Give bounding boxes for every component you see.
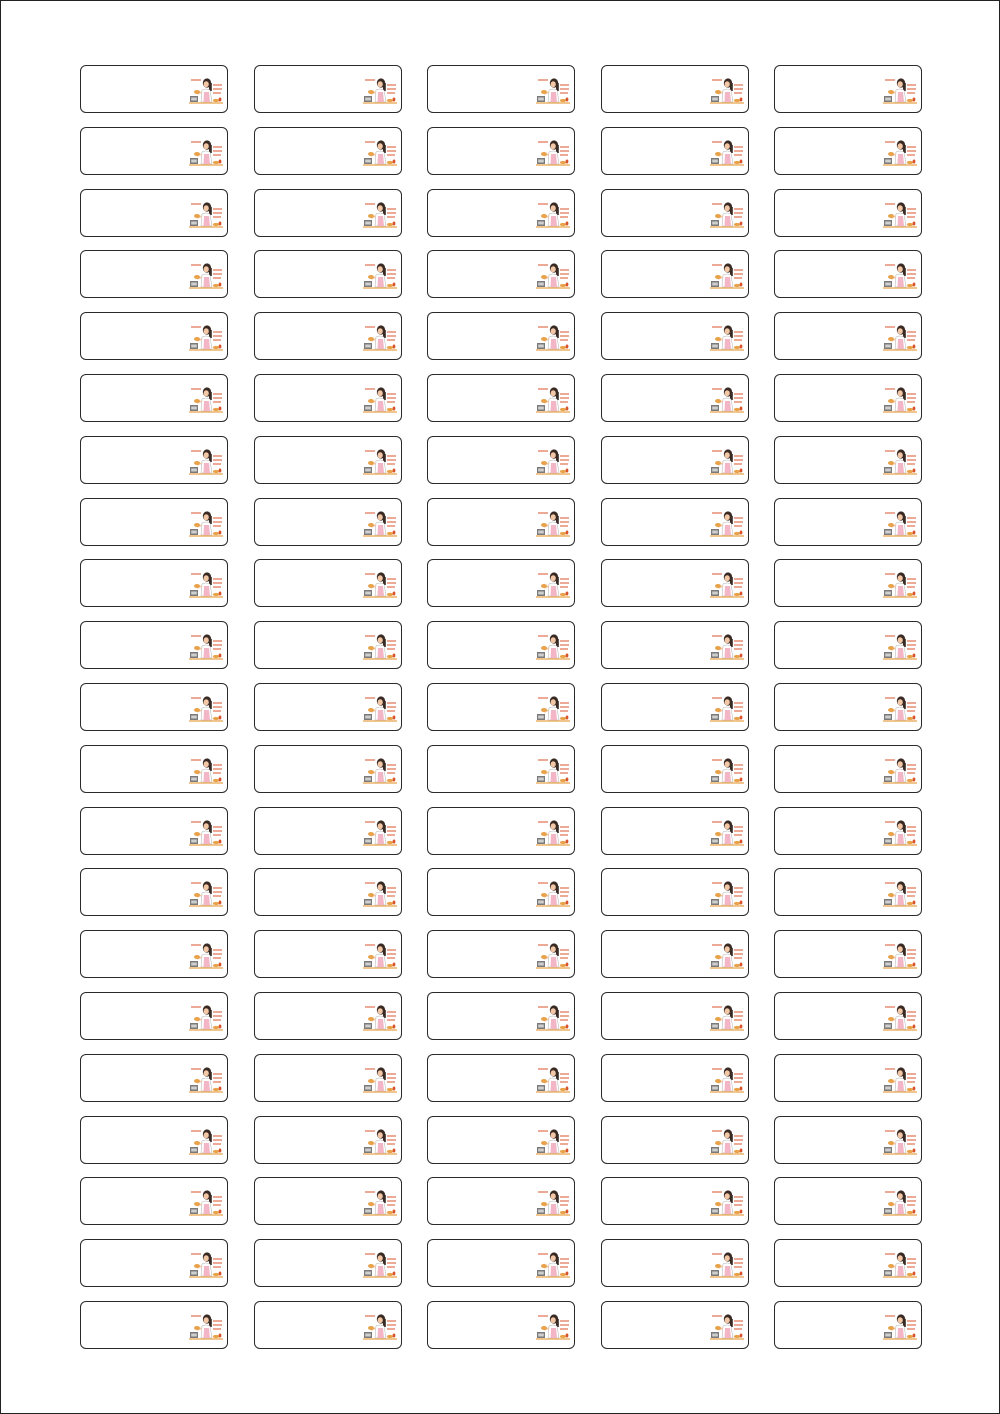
chef-woman-cooking-icon	[710, 571, 744, 601]
chef-woman-cooking-icon	[363, 1128, 397, 1158]
chef-woman-cooking-icon	[710, 1313, 744, 1343]
label-cell	[254, 868, 402, 916]
label-cell	[601, 745, 749, 793]
label-cell	[80, 745, 228, 793]
chef-woman-cooking-icon	[536, 448, 570, 478]
label-cell	[254, 312, 402, 360]
chef-woman-cooking-icon	[883, 448, 917, 478]
label-cell	[601, 1054, 749, 1102]
label-cell	[427, 868, 575, 916]
chef-woman-cooking-icon	[189, 510, 223, 540]
chef-woman-cooking-icon	[710, 386, 744, 416]
label-cell	[80, 992, 228, 1040]
label-cell	[80, 1054, 228, 1102]
chef-woman-cooking-icon	[189, 695, 223, 725]
chef-woman-cooking-icon	[883, 77, 917, 107]
label-cell	[601, 868, 749, 916]
label-cell	[427, 745, 575, 793]
label-cell	[601, 189, 749, 237]
chef-woman-cooking-icon	[883, 571, 917, 601]
chef-woman-cooking-icon	[363, 262, 397, 292]
label-cell	[774, 930, 922, 978]
label-cell	[774, 745, 922, 793]
label-cell	[774, 1177, 922, 1225]
label-cell	[774, 1239, 922, 1287]
chef-woman-cooking-icon	[363, 942, 397, 972]
label-cell	[254, 498, 402, 546]
chef-woman-cooking-icon	[189, 633, 223, 663]
label-cell	[80, 1177, 228, 1225]
chef-woman-cooking-icon	[710, 819, 744, 849]
label-cell	[80, 621, 228, 669]
chef-woman-cooking-icon	[536, 201, 570, 231]
chef-woman-cooking-icon	[883, 139, 917, 169]
chef-woman-cooking-icon	[189, 77, 223, 107]
chef-woman-cooking-icon	[883, 510, 917, 540]
chef-woman-cooking-icon	[189, 139, 223, 169]
label-cell	[80, 498, 228, 546]
chef-woman-cooking-icon	[189, 757, 223, 787]
chef-woman-cooking-icon	[710, 201, 744, 231]
chef-woman-cooking-icon	[883, 324, 917, 354]
label-cell	[601, 1239, 749, 1287]
chef-woman-cooking-icon	[883, 942, 917, 972]
label-cell	[601, 930, 749, 978]
label-cell	[427, 498, 575, 546]
chef-woman-cooking-icon	[883, 1251, 917, 1281]
label-cell	[601, 683, 749, 731]
chef-woman-cooking-icon	[883, 757, 917, 787]
label-cell	[427, 1239, 575, 1287]
label-cell	[80, 1301, 228, 1349]
chef-woman-cooking-icon	[536, 571, 570, 601]
label-cell	[601, 992, 749, 1040]
label-cell	[254, 127, 402, 175]
chef-woman-cooking-icon	[710, 510, 744, 540]
chef-woman-cooking-icon	[883, 1004, 917, 1034]
chef-woman-cooking-icon	[363, 695, 397, 725]
label-cell	[254, 1301, 402, 1349]
label-cell	[254, 1116, 402, 1164]
chef-woman-cooking-icon	[189, 942, 223, 972]
label-cell	[774, 189, 922, 237]
label-cell	[774, 559, 922, 607]
label-cell	[427, 621, 575, 669]
label-cell	[254, 436, 402, 484]
label-cell	[774, 498, 922, 546]
label-cell	[427, 930, 575, 978]
label-cell	[774, 312, 922, 360]
label-cell	[774, 250, 922, 298]
chef-woman-cooking-icon	[710, 757, 744, 787]
label-cell	[427, 436, 575, 484]
label-cell	[254, 745, 402, 793]
chef-woman-cooking-icon	[883, 386, 917, 416]
label-cell	[254, 1054, 402, 1102]
label-cell	[80, 683, 228, 731]
label-cell	[80, 868, 228, 916]
chef-woman-cooking-icon	[883, 880, 917, 910]
label-cell	[254, 65, 402, 113]
label-cell	[774, 868, 922, 916]
label-cell	[254, 1177, 402, 1225]
chef-woman-cooking-icon	[189, 819, 223, 849]
label-cell	[601, 498, 749, 546]
chef-woman-cooking-icon	[363, 880, 397, 910]
chef-woman-cooking-icon	[363, 1313, 397, 1343]
label-cell	[80, 1116, 228, 1164]
chef-woman-cooking-icon	[536, 819, 570, 849]
chef-woman-cooking-icon	[710, 1189, 744, 1219]
chef-woman-cooking-icon	[883, 1066, 917, 1096]
label-cell	[601, 1301, 749, 1349]
chef-woman-cooking-icon	[536, 386, 570, 416]
chef-woman-cooking-icon	[363, 1066, 397, 1096]
chef-woman-cooking-icon	[536, 1004, 570, 1034]
label-cell	[254, 250, 402, 298]
chef-woman-cooking-icon	[363, 510, 397, 540]
chef-woman-cooking-icon	[189, 1128, 223, 1158]
chef-woman-cooking-icon	[710, 1004, 744, 1034]
label-cell	[80, 374, 228, 422]
label-cell	[601, 65, 749, 113]
chef-woman-cooking-icon	[536, 633, 570, 663]
label-cell	[601, 559, 749, 607]
label-cell	[427, 189, 575, 237]
chef-woman-cooking-icon	[536, 942, 570, 972]
chef-woman-cooking-icon	[883, 1189, 917, 1219]
label-cell	[427, 683, 575, 731]
chef-woman-cooking-icon	[536, 1189, 570, 1219]
chef-woman-cooking-icon	[363, 1251, 397, 1281]
chef-woman-cooking-icon	[363, 386, 397, 416]
label-cell	[774, 992, 922, 1040]
label-cell	[427, 1116, 575, 1164]
chef-woman-cooking-icon	[710, 448, 744, 478]
chef-woman-cooking-icon	[710, 77, 744, 107]
chef-woman-cooking-icon	[363, 757, 397, 787]
chef-woman-cooking-icon	[536, 262, 570, 292]
label-cell	[254, 559, 402, 607]
chef-woman-cooking-icon	[536, 1128, 570, 1158]
label-cell	[601, 127, 749, 175]
label-cell	[601, 621, 749, 669]
chef-woman-cooking-icon	[883, 1313, 917, 1343]
chef-woman-cooking-icon	[363, 201, 397, 231]
label-cell	[601, 1177, 749, 1225]
label-cell	[601, 312, 749, 360]
label-cell	[80, 127, 228, 175]
label-grid	[80, 65, 922, 1349]
label-cell	[427, 1177, 575, 1225]
chef-woman-cooking-icon	[710, 1251, 744, 1281]
chef-woman-cooking-icon	[363, 633, 397, 663]
label-cell	[774, 436, 922, 484]
chef-woman-cooking-icon	[189, 1066, 223, 1096]
label-cell	[774, 127, 922, 175]
chef-woman-cooking-icon	[883, 633, 917, 663]
chef-woman-cooking-icon	[189, 386, 223, 416]
label-cell	[427, 312, 575, 360]
chef-woman-cooking-icon	[536, 880, 570, 910]
label-cell	[774, 374, 922, 422]
chef-woman-cooking-icon	[536, 77, 570, 107]
label-cell	[427, 65, 575, 113]
chef-woman-cooking-icon	[883, 1128, 917, 1158]
label-cell	[774, 621, 922, 669]
chef-woman-cooking-icon	[536, 695, 570, 725]
chef-woman-cooking-icon	[883, 262, 917, 292]
chef-woman-cooking-icon	[189, 201, 223, 231]
label-cell	[254, 992, 402, 1040]
label-cell	[427, 1301, 575, 1349]
label-cell	[774, 1301, 922, 1349]
label-cell	[601, 436, 749, 484]
label-cell	[80, 930, 228, 978]
label-cell	[80, 189, 228, 237]
label-cell	[774, 807, 922, 855]
chef-woman-cooking-icon	[536, 324, 570, 354]
chef-woman-cooking-icon	[363, 139, 397, 169]
label-cell	[774, 65, 922, 113]
chef-woman-cooking-icon	[536, 1251, 570, 1281]
chef-woman-cooking-icon	[189, 324, 223, 354]
chef-woman-cooking-icon	[189, 880, 223, 910]
label-cell	[80, 559, 228, 607]
chef-woman-cooking-icon	[189, 448, 223, 478]
label-cell	[80, 312, 228, 360]
chef-woman-cooking-icon	[189, 571, 223, 601]
chef-woman-cooking-icon	[710, 139, 744, 169]
label-cell	[80, 436, 228, 484]
chef-woman-cooking-icon	[363, 448, 397, 478]
label-cell	[254, 189, 402, 237]
chef-woman-cooking-icon	[536, 757, 570, 787]
chef-woman-cooking-icon	[883, 819, 917, 849]
label-cell	[427, 992, 575, 1040]
chef-woman-cooking-icon	[710, 1128, 744, 1158]
label-cell	[254, 683, 402, 731]
label-cell	[427, 250, 575, 298]
chef-woman-cooking-icon	[536, 510, 570, 540]
label-cell	[80, 1239, 228, 1287]
chef-woman-cooking-icon	[363, 324, 397, 354]
chef-woman-cooking-icon	[883, 201, 917, 231]
label-cell	[774, 683, 922, 731]
label-cell	[427, 559, 575, 607]
chef-woman-cooking-icon	[363, 77, 397, 107]
chef-woman-cooking-icon	[189, 1313, 223, 1343]
chef-woman-cooking-icon	[710, 633, 744, 663]
chef-woman-cooking-icon	[536, 1313, 570, 1343]
chef-woman-cooking-icon	[189, 1251, 223, 1281]
chef-woman-cooking-icon	[189, 262, 223, 292]
chef-woman-cooking-icon	[189, 1004, 223, 1034]
label-cell	[427, 1054, 575, 1102]
chef-woman-cooking-icon	[536, 1066, 570, 1096]
chef-woman-cooking-icon	[710, 262, 744, 292]
label-cell	[254, 807, 402, 855]
chef-woman-cooking-icon	[363, 571, 397, 601]
label-cell	[774, 1116, 922, 1164]
label-cell	[601, 807, 749, 855]
label-cell	[427, 374, 575, 422]
chef-woman-cooking-icon	[710, 1066, 744, 1096]
label-cell	[80, 807, 228, 855]
label-cell	[774, 1054, 922, 1102]
chef-woman-cooking-icon	[710, 695, 744, 725]
chef-woman-cooking-icon	[189, 1189, 223, 1219]
chef-woman-cooking-icon	[710, 880, 744, 910]
chef-woman-cooking-icon	[363, 1004, 397, 1034]
label-cell	[80, 65, 228, 113]
chef-woman-cooking-icon	[883, 695, 917, 725]
label-cell	[427, 807, 575, 855]
label-cell	[427, 127, 575, 175]
label-cell	[254, 374, 402, 422]
chef-woman-cooking-icon	[363, 819, 397, 849]
label-cell	[254, 621, 402, 669]
label-cell	[254, 1239, 402, 1287]
chef-woman-cooking-icon	[710, 942, 744, 972]
label-cell	[80, 250, 228, 298]
label-cell	[601, 250, 749, 298]
label-cell	[601, 1116, 749, 1164]
chef-woman-cooking-icon	[363, 1189, 397, 1219]
label-cell	[601, 374, 749, 422]
label-cell	[254, 930, 402, 978]
chef-woman-cooking-icon	[710, 324, 744, 354]
chef-woman-cooking-icon	[536, 139, 570, 169]
